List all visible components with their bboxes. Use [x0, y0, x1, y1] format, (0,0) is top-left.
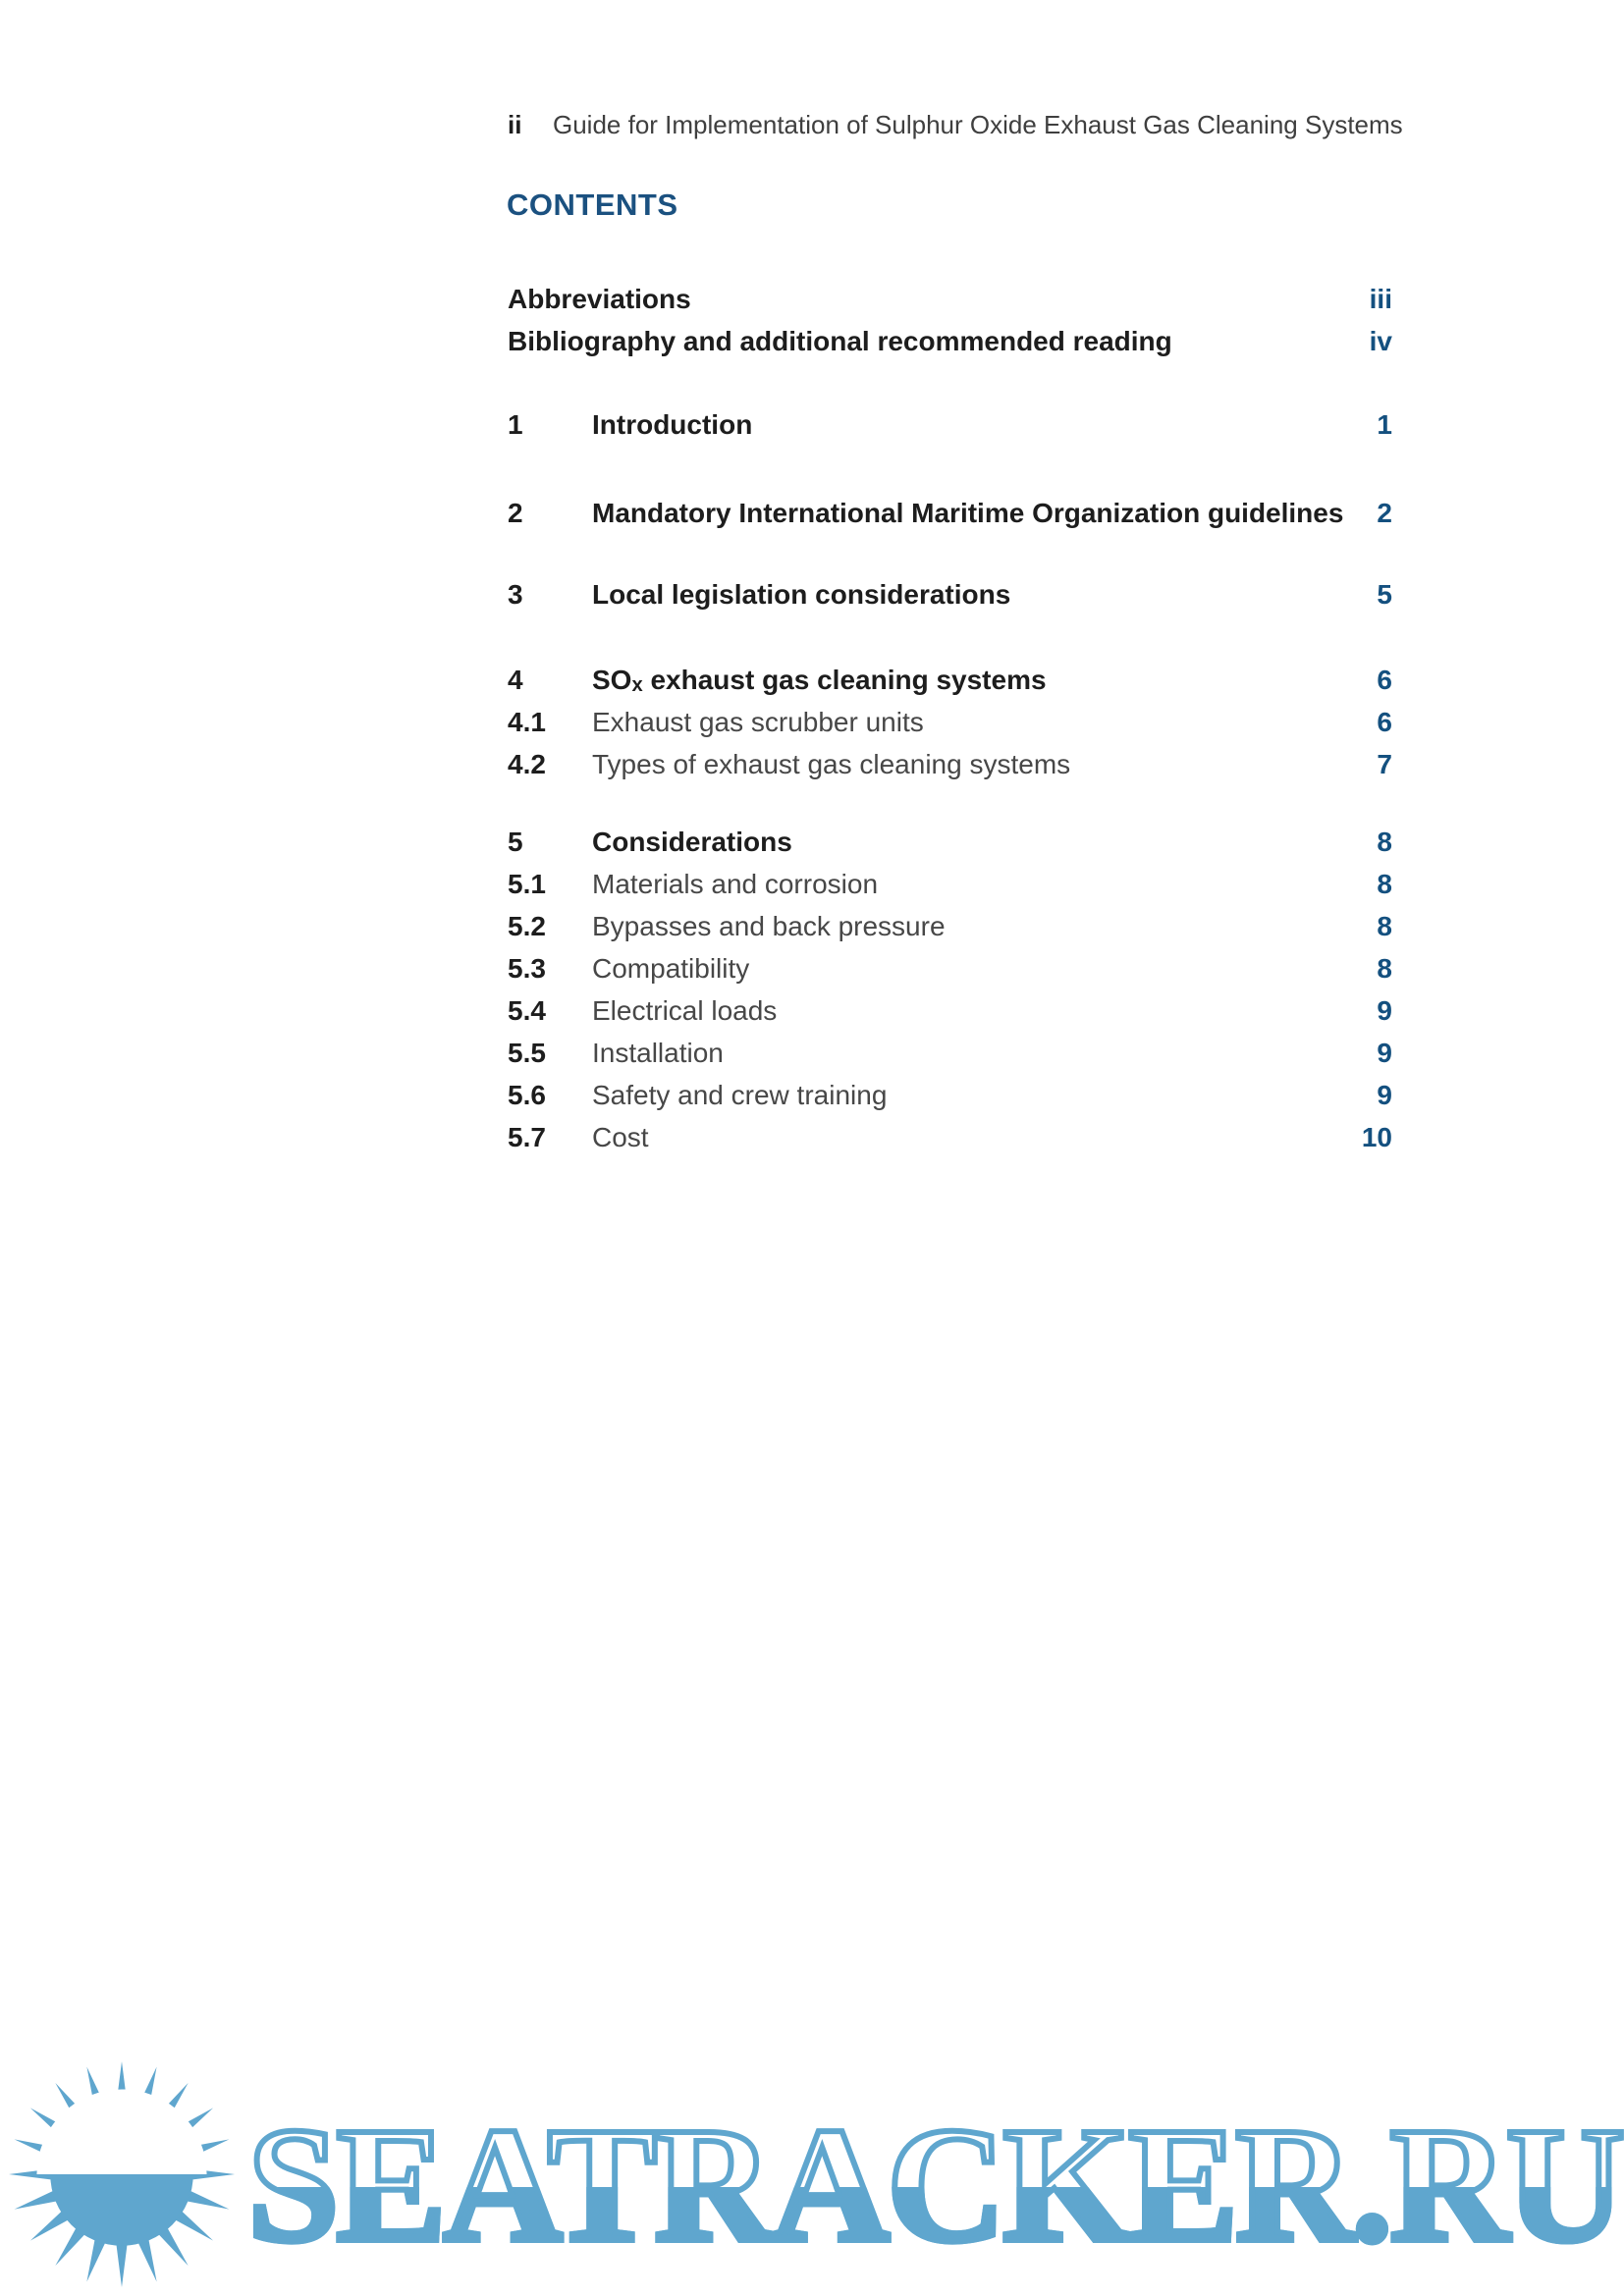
toc-entry-page: 5 — [1377, 579, 1392, 610]
toc-entry-page: 8 — [1377, 953, 1392, 984]
toc-row-section-2 — [508, 492, 1392, 534]
toc-row-section-5-6 — [508, 1074, 1392, 1116]
toc-entry-page: 8 — [1377, 911, 1392, 941]
toc-entry-number: 4.1 — [508, 707, 546, 737]
toc-row-abbreviations — [508, 278, 1392, 320]
toc-entry-page: 2 — [1377, 498, 1392, 528]
toc-row-section-4-2 — [508, 743, 1392, 785]
toc-entry-page: 8 — [1377, 869, 1392, 899]
toc-entry-title: Bypasses and back pressure — [592, 911, 946, 941]
toc-entry-number: 5.2 — [508, 911, 546, 941]
toc-entry-title: Installation — [592, 1038, 724, 1068]
toc-entry-title: Exhaust gas scrubber units — [592, 707, 924, 737]
page-folio: ii — [508, 110, 522, 139]
toc-entry-page: iii — [1369, 284, 1392, 314]
toc-entry-number: 3 — [508, 579, 523, 610]
toc-entry-title: Electrical loads — [592, 995, 778, 1026]
toc-entry-title: Local legislation considerations — [592, 579, 1011, 610]
toc-entry-page: 10 — [1361, 1122, 1392, 1152]
toc-entry-page: 1 — [1377, 409, 1392, 440]
toc-entry-title: Abbreviations — [508, 284, 691, 314]
toc-row-section-4-1 — [508, 701, 1392, 743]
toc-entry-number: 4 — [508, 665, 523, 695]
toc-entry-page: 8 — [1377, 827, 1392, 857]
watermark-text: SEATRACKER.RU — [247, 2087, 1622, 2283]
toc-entry-number: 1 — [508, 409, 523, 440]
toc-row-section-4 — [508, 659, 1392, 701]
toc-entry-title: Materials and corrosion — [592, 869, 879, 899]
toc-entry-title: SOx exhaust gas cleaning systems — [592, 665, 1047, 696]
running-header — [508, 110, 1403, 139]
toc-entry-title: Types of exhaust gas cleaning systems — [592, 749, 1071, 779]
toc-entry-number: 5.5 — [508, 1038, 546, 1068]
toc-row-bibliography — [508, 320, 1392, 362]
toc-row-section-5 — [508, 821, 1392, 863]
toc-entry-title: Introduction — [592, 409, 753, 440]
toc-row-section-5-3 — [508, 947, 1392, 989]
toc-row-section-5-2 — [508, 905, 1392, 947]
toc-entry-page: 6 — [1377, 665, 1392, 695]
toc-entry-number: 4.2 — [508, 749, 546, 779]
toc-entry-title: Compatibility — [592, 953, 750, 984]
toc-entry-title: Considerations — [592, 827, 792, 857]
table-of-contents — [508, 278, 1392, 1158]
toc-entry-number: 5.4 — [508, 995, 546, 1026]
toc-entry-page: 9 — [1377, 1038, 1392, 1068]
toc-entry-number: 5.7 — [508, 1122, 546, 1152]
toc-entry-number: 5.3 — [508, 953, 546, 984]
contents-heading: CONTENTS — [507, 187, 678, 222]
toc-entry-title: Bibliography and additional recommended reading — [508, 326, 1172, 356]
toc-entry-title: Safety and crew training — [592, 1080, 888, 1110]
toc-row-section-5-5 — [508, 1032, 1392, 1074]
toc-entry-number: 5.1 — [508, 869, 546, 899]
toc-entry-page: 7 — [1377, 749, 1392, 779]
toc-entry-page: 9 — [1377, 995, 1392, 1026]
toc-entry-title: Mandatory International Maritime Organization guidelines — [592, 498, 1344, 528]
sun-logo-icon — [6, 2056, 238, 2292]
toc-entry-number: 5.6 — [508, 1080, 546, 1110]
toc-entry-page: 9 — [1377, 1080, 1392, 1110]
subscript-x: x — [631, 674, 643, 696]
toc-entry-page: iv — [1369, 326, 1392, 356]
toc-row-section-5-4 — [508, 989, 1392, 1032]
toc-entry-title: Cost — [592, 1122, 649, 1152]
toc-entry-number: 2 — [508, 498, 523, 528]
running-header-title: Guide for Implementation of Sulphur Oxide Exhaust Gas Cleaning Systems — [553, 110, 1403, 139]
toc-row-section-3 — [508, 573, 1392, 615]
toc-row-section-5-7 — [508, 1116, 1392, 1158]
toc-row-section-1 — [508, 403, 1392, 446]
toc-entry-number: 5 — [508, 827, 523, 857]
toc-row-section-5-1 — [508, 863, 1392, 905]
toc-entry-page: 6 — [1377, 707, 1392, 737]
